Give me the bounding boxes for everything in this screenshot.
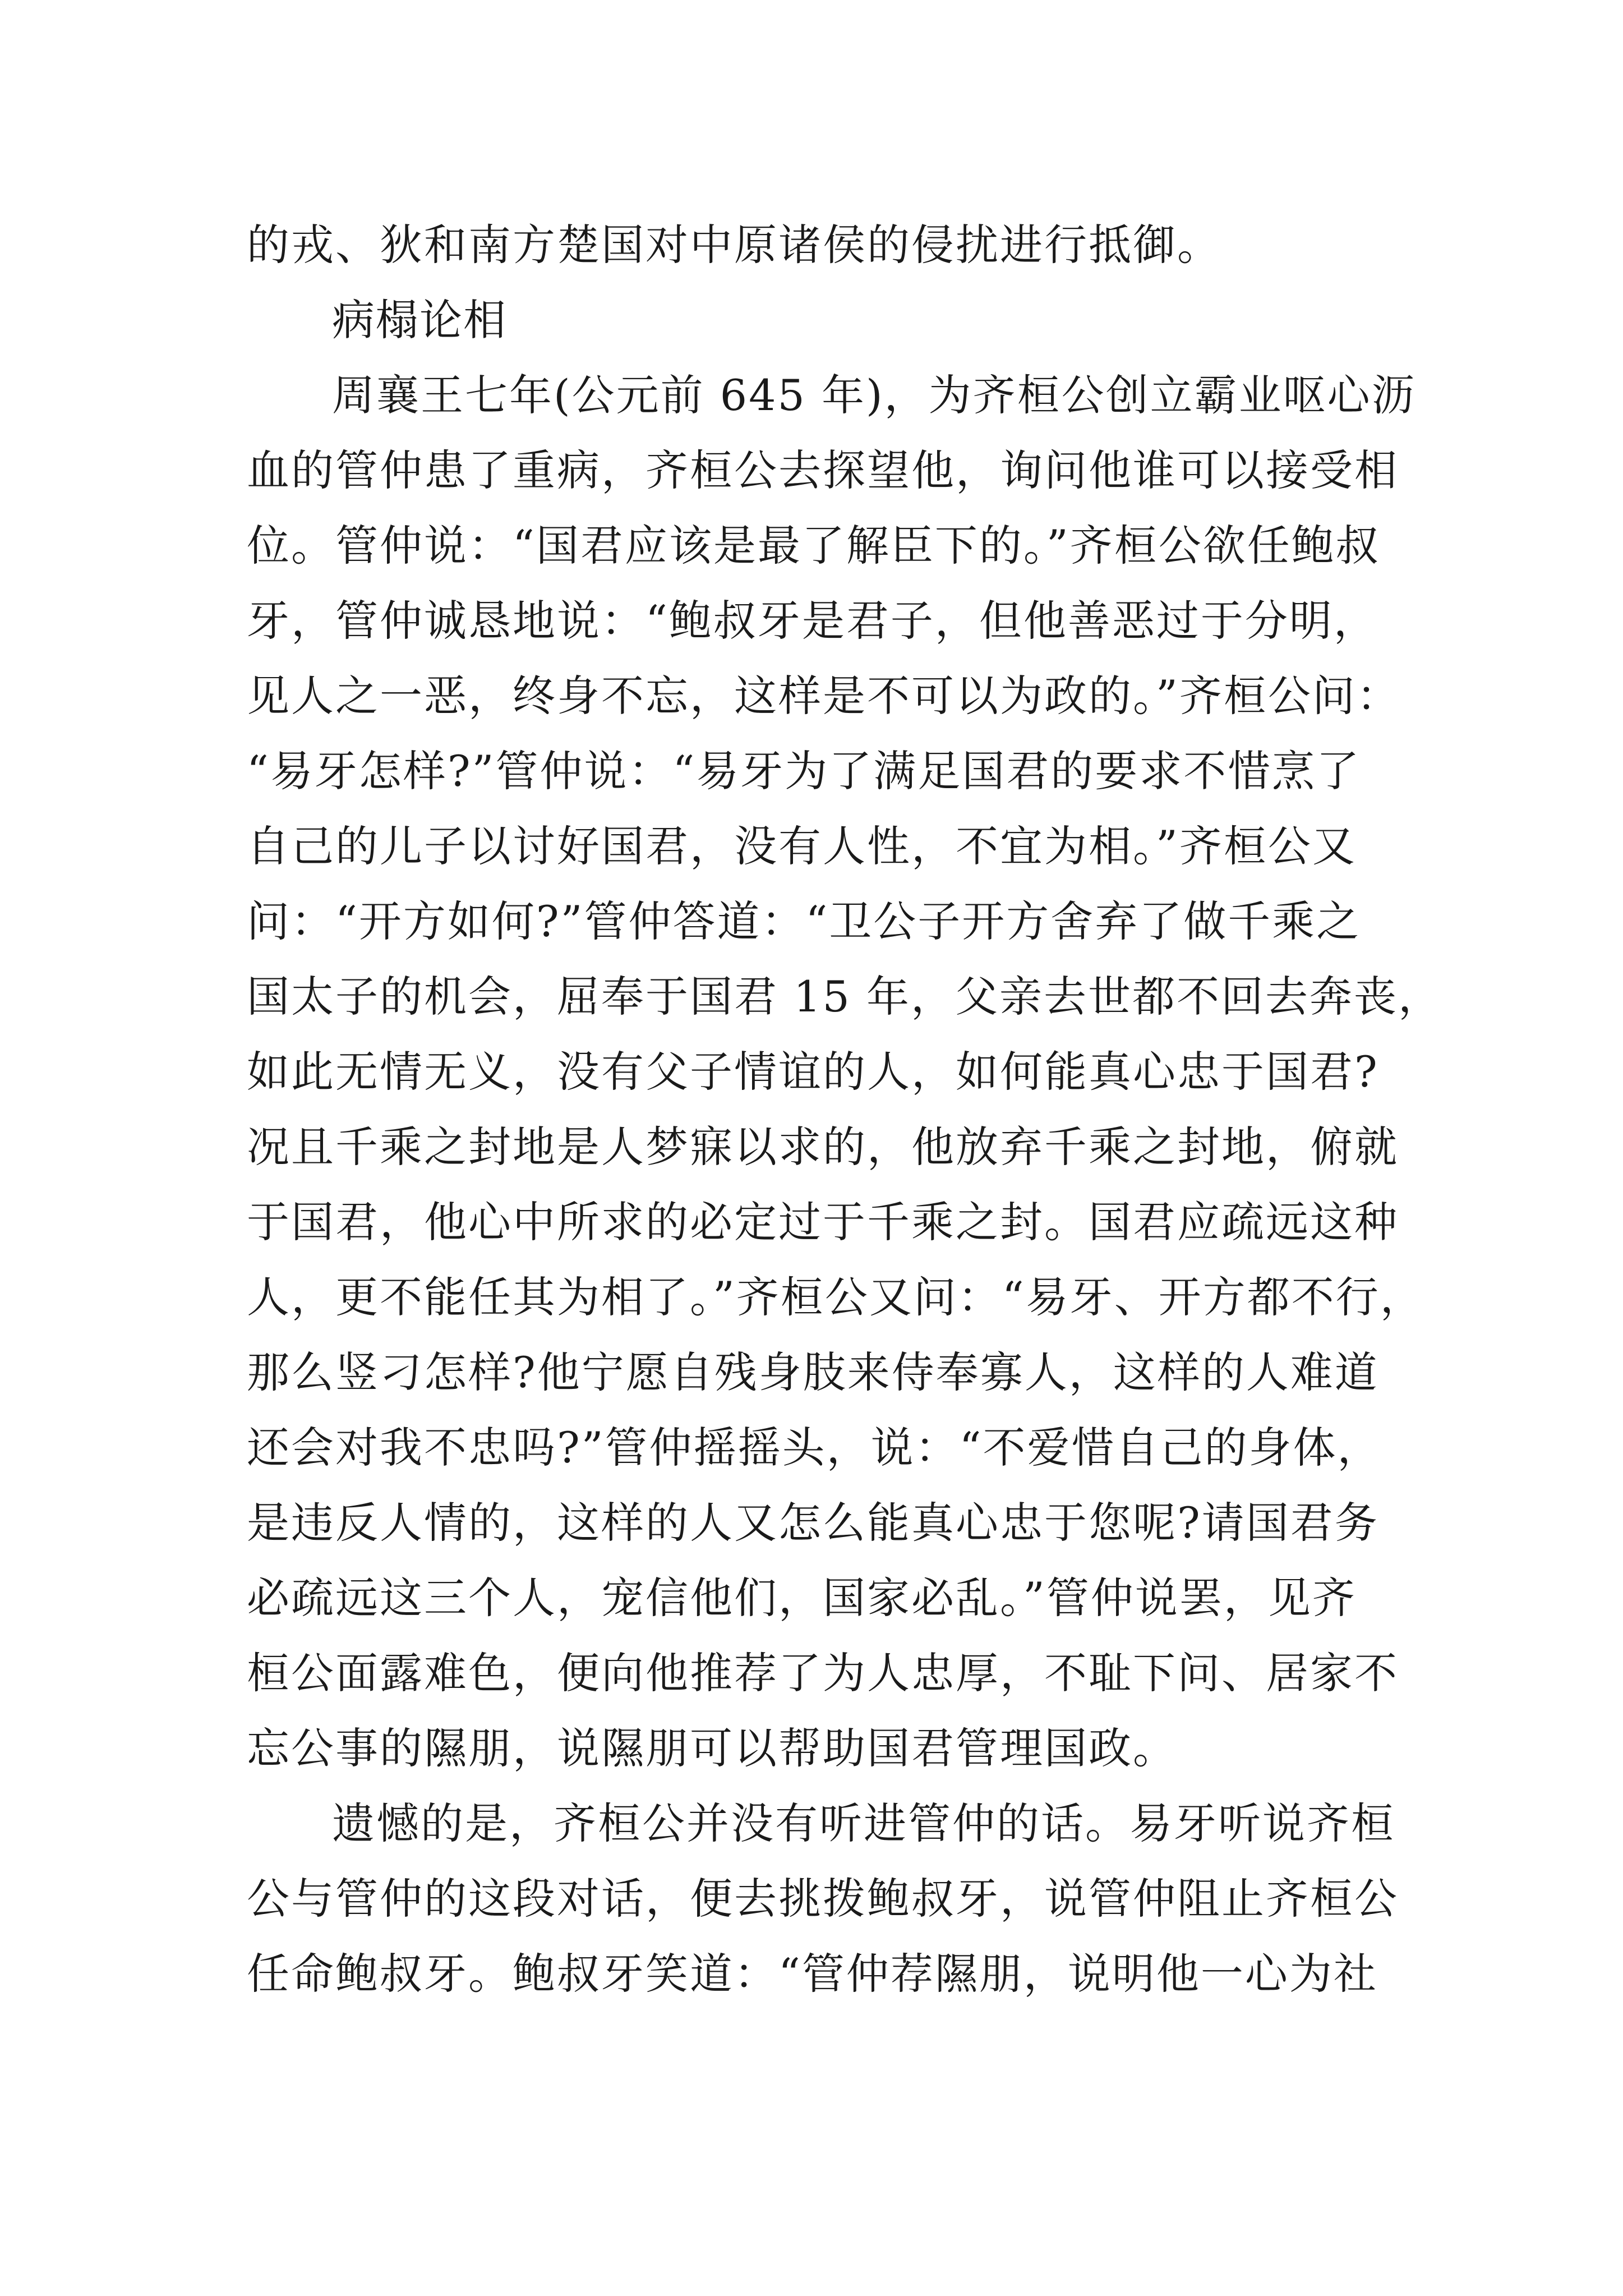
text-line: 问：“开方如何?”管仲答道：“卫公子开方舍弃了做千乘之 xyxy=(247,896,1361,946)
text-line: 的戎、狄和南方楚国对中原诸侯的侵扰进行抵御。 xyxy=(247,220,1221,270)
text-line: 任命鲍叔牙。鲍叔牙笑道：“管仲荐隰朋，说明他一心为社 xyxy=(247,1949,1378,1999)
text-line: 自己的儿子以讨好国君，没有人性，不宜为相。”齐桓公又 xyxy=(247,821,1357,871)
text-line: 还会对我不忠吗?”管仲摇摇头，说：“不爱惜自己的身体， xyxy=(247,1423,1382,1473)
text-line: 况且千乘之封地是人梦寐以求的，他放弃千乘之封地，俯就 xyxy=(247,1122,1399,1172)
text-line: 血的管仲患了重病，齐桓公去探望他，询问他谁可以接受相 xyxy=(247,445,1399,495)
text-line: 周襄王七年(公元前 645 年)，为齐桓公创立霸业呕心沥 xyxy=(332,370,1416,420)
text-line: 桓公面露难色，便向他推荐了为人忠厚，不耻下问、居家不 xyxy=(247,1648,1399,1698)
text-line: 那么竖刁怎样?他宁愿自残身肢来侍奉寡人，这样的人难道 xyxy=(247,1347,1379,1397)
text-line: 人，更不能任其为相了。”齐桓公又问：“易牙、开方都不行， xyxy=(247,1272,1424,1322)
text-line: 国太子的机会，屈奉于国君 15 年，父亲去世都不回去奔丧， xyxy=(247,972,1443,1022)
text-line: “易牙怎样?”管仲说：“易牙为了满足国君的要求不惜烹了 xyxy=(247,746,1361,796)
document-body xyxy=(247,208,1443,2012)
text-line: 见人之一恶，终身不忘，这样是不可以为政的。”齐桓公问： xyxy=(247,671,1401,721)
text-line: 公与管仲的这段对话，便去挑拨鲍叔牙，说管仲阻止齐桓公 xyxy=(247,1874,1399,1924)
text-line: 于国君，他心中所求的必定过于千乘之封。国君应疏远这种 xyxy=(247,1197,1399,1247)
text-line: 如此无情无义，没有父子情谊的人，如何能真心忠于国君? xyxy=(247,1047,1379,1097)
text-line: 牙，管仲诚恳地说：“鲍叔牙是君子，但他善恶过于分明， xyxy=(247,596,1378,646)
text-line: 忘公事的隰朋，说隰朋可以帮助国君管理国政。 xyxy=(247,1723,1177,1773)
text-line: 是违反人情的，这样的人又怎么能真心忠于您呢?请国君务 xyxy=(247,1498,1379,1548)
section-heading: 病榻论相 xyxy=(332,295,507,345)
text-line: 遗憾的是，齐桓公并没有听进管仲的话。易牙听说齐桓 xyxy=(332,1798,1395,1848)
text-line: 必疏远这三个人，宠信他们，国家必乱。”管仲说罢，见齐 xyxy=(247,1573,1357,1623)
text-line: 位。管仲说：“国君应该是最了解臣下的。”齐桓公欲任鲍叔 xyxy=(247,521,1380,570)
